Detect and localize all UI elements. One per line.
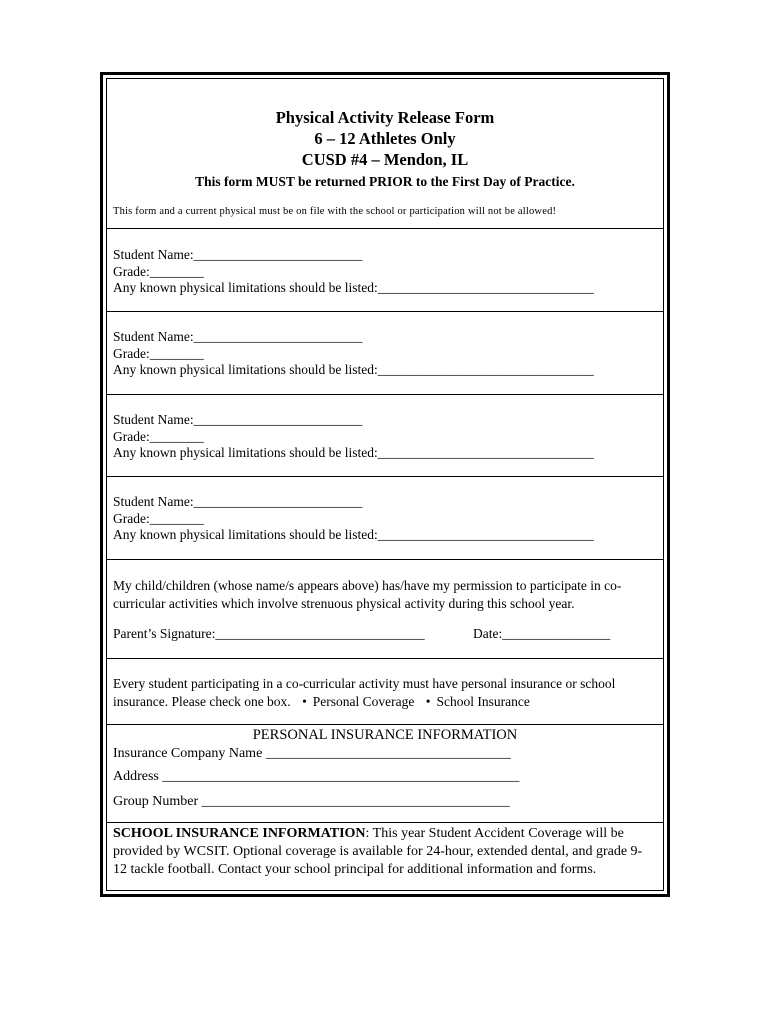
student-name-field[interactable]: Student Name:_________________________ bbox=[113, 329, 363, 344]
checkbox-personal-coverage[interactable]: • bbox=[302, 693, 307, 709]
physical-on-file-notice: This form and a current physical must be on file with the school or participation will not be allowed! bbox=[113, 206, 557, 217]
student-name-field[interactable]: Student Name:_________________________ bbox=[113, 247, 363, 262]
grade-field[interactable]: Grade:________ bbox=[113, 345, 204, 361]
insurance-instructions: Every student participating in a co-curricular activity must have personal insurance or school insurance. Please check one box. bbox=[113, 676, 616, 709]
insurance-group-number-field[interactable]: Group Number ____________________________________________ bbox=[113, 794, 510, 809]
signature-row bbox=[107, 626, 663, 643]
insurance-choice-section bbox=[107, 658, 663, 724]
form-inner-border bbox=[106, 78, 664, 891]
grade-field[interactable]: Grade:________ bbox=[113, 263, 204, 279]
grade-field[interactable]: Grade:________ bbox=[113, 510, 204, 526]
student-block-1 bbox=[107, 228, 663, 311]
date-field[interactable]: Date:________________ bbox=[473, 626, 611, 641]
school-insurance-body: : This year Student Accident Coverage will be provided by WCSIT. Optional coverage is available for 24-hour, extended dental, and grade 9-12 tackle football. Contact your school principal for additional information and forms. bbox=[113, 826, 643, 877]
limitations-field[interactable]: Any known physical limitations should be listed:________________________________ bbox=[113, 280, 594, 295]
permission-text: My child/children (whose name/s appears above) has/have my permission to participate in co-curricular activities which involve strenuous physical activity during this school year. bbox=[113, 578, 622, 611]
form-outer-border bbox=[100, 72, 670, 897]
school-insurance-section bbox=[107, 822, 663, 890]
personal-insurance-heading: PERSONAL INSURANCE INFORMATION bbox=[252, 727, 518, 743]
limitations-field[interactable]: Any known physical limitations should be listed:________________________________ bbox=[113, 445, 594, 460]
form-title: Physical Activity Release Form bbox=[275, 108, 495, 127]
form-subtitle-grades: 6 – 12 Athletes Only bbox=[314, 129, 456, 148]
permission-section bbox=[107, 559, 663, 658]
student-name-field[interactable]: Student Name:_________________________ bbox=[113, 494, 363, 509]
form-subtitle-district: CUSD #4 – Mendon, IL bbox=[301, 150, 469, 169]
student-block-4 bbox=[107, 476, 663, 559]
form-header bbox=[107, 107, 663, 229]
insurance-address-field[interactable]: Address ___________________________________________________ bbox=[113, 769, 520, 784]
checkbox-school-insurance[interactable]: • bbox=[425, 693, 431, 709]
personal-insurance-section bbox=[107, 724, 663, 822]
limitations-field[interactable]: Any known physical limitations should be listed:________________________________ bbox=[113, 527, 594, 542]
must-return-notice: This form MUST be returned PRIOR to the First Day of Practice. bbox=[195, 174, 575, 189]
student-block-2 bbox=[107, 311, 663, 394]
student-block-3 bbox=[107, 394, 663, 476]
grade-field[interactable]: Grade:________ bbox=[113, 428, 204, 444]
option-school-insurance[interactable]: School Insurance bbox=[436, 693, 530, 709]
insurance-choice-text bbox=[107, 675, 663, 710]
school-insurance-heading: SCHOOL INSURANCE INFORMATION bbox=[113, 826, 366, 841]
option-personal-coverage[interactable]: Personal Coverage bbox=[312, 693, 415, 709]
parent-signature-field[interactable]: Parent’s Signature:_______________________________ bbox=[113, 626, 425, 641]
school-insurance-text bbox=[107, 825, 663, 879]
insurance-company-field[interactable]: Insurance Company Name ___________________________________ bbox=[113, 746, 511, 761]
student-name-field[interactable]: Student Name:_________________________ bbox=[113, 412, 363, 427]
limitations-field[interactable]: Any known physical limitations should be listed:________________________________ bbox=[113, 362, 594, 377]
